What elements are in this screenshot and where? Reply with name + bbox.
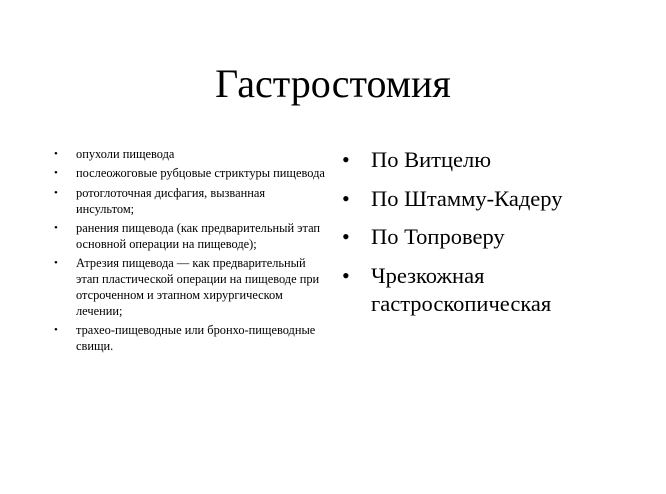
indication-text: послеожоговые рубцовые стриктуры пищевода — [76, 166, 325, 181]
list-item — [340, 146, 640, 174]
indication-text: ротоглоточная дисфагия, вызванная инсультом; — [76, 185, 266, 216]
method-text: По Витцелю — [371, 147, 492, 172]
bullet-icon: • — [54, 148, 58, 160]
list-item — [340, 262, 640, 318]
indication-text: ранения пищевода (как предварительный этап основной операции на пищеводе); — [76, 220, 321, 251]
method-text: По Штамму-Кадеру — [371, 185, 563, 211]
list-item — [54, 221, 326, 253]
bullet-icon: • — [54, 221, 58, 234]
bullet-icon: • — [342, 262, 350, 288]
list-item — [340, 185, 640, 213]
list-item — [54, 323, 326, 355]
method-text: Чрезкожная гастроскопическая — [371, 262, 552, 316]
indications-list — [54, 147, 326, 358]
list-item — [54, 186, 326, 218]
list-item — [54, 147, 326, 163]
indication-text: Атрезия пищевода — как предварительный этап пластической операции на пищеводе при отсроченном и этапном хирургическом лечении; — [76, 256, 320, 318]
list-item — [54, 256, 326, 319]
indication-text: трахео-пищеводные или бронхо-пищеводные свищи. — [76, 322, 316, 353]
bullet-icon: • — [54, 186, 58, 199]
bullet-icon: • — [54, 167, 58, 180]
bullet-icon: • — [342, 147, 350, 172]
bullet-icon: • — [342, 185, 350, 211]
method-text: По Топроверу — [371, 224, 505, 250]
list-item — [340, 223, 640, 251]
bullet-icon: • — [342, 224, 350, 250]
methods-list — [340, 146, 640, 328]
bullet-icon: • — [54, 323, 58, 336]
slide-title: Гастростомия — [215, 61, 451, 106]
indication-text: опухоли пищевода — [76, 147, 175, 161]
list-item — [54, 166, 326, 182]
bullet-icon: • — [54, 257, 58, 270]
